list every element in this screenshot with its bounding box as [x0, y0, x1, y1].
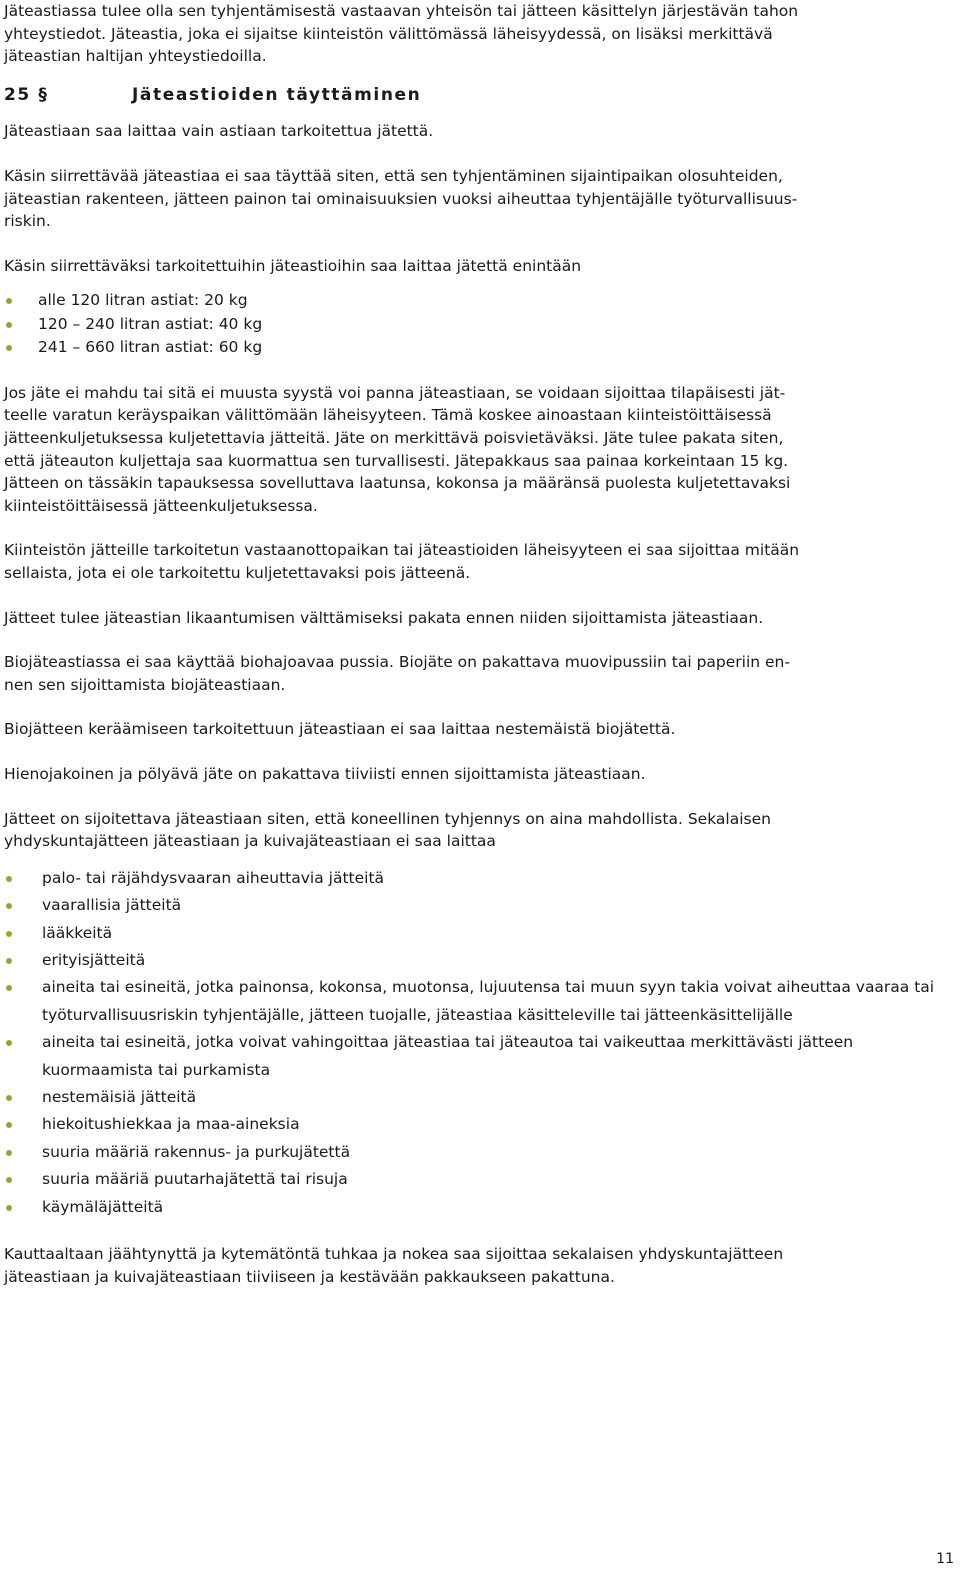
list-item-text: suuria määriä puutarhajätettä tai risuja: [42, 1170, 348, 1189]
bullet-icon: [6, 958, 12, 964]
text-line: Biojäteastiassa ei saa käyttää biohajoavaa pussia. Biojäte on pakattava muovipussiin tai paperiin en-: [4, 653, 790, 672]
bullet-icon: [6, 1040, 12, 1046]
paragraph-biowaste-liquid: Biojätteen keräämiseen tarkoitettuun jäteastiaan ei saa laittaa nestemäistä biojätettä.: [4, 720, 676, 739]
bullet-icon: [6, 1122, 12, 1128]
bullet-icon: [6, 876, 12, 882]
list-item-text: lääkkeitä: [42, 923, 113, 942]
list-item: [42, 1029, 956, 1084]
text-line: Kauttaaltaan jäähtynyttä ja kytemätöntä tuhkaa ja nokea saa sijoittaa sekalaisen yhdyskuntajätteen: [4, 1245, 784, 1264]
list-item-text: hiekoitushiekkaa ja maa-aineksia: [42, 1115, 300, 1134]
text-line: jäteastiaan ja kuivajäteastiaan tiiviiseen ja kestävään pakkaukseen pakattuna.: [4, 1267, 615, 1286]
list-item: [42, 1084, 956, 1111]
bullet-icon: [6, 322, 12, 328]
document-page: [4, 0, 956, 1288]
weight-limits-list: [4, 289, 956, 360]
section-number: 25 §: [4, 84, 49, 105]
bullet-icon: [6, 1095, 12, 1101]
text-line: että jäteauton kuljettaja saa kuormattua sen turvallisesti. Jätepakkaus saa painaa korkeintaan 15 kg.: [4, 451, 789, 470]
text-line: nen sen sijoittamista biojäteastiaan.: [4, 675, 286, 694]
list-item: [42, 974, 956, 1029]
list-item-text: 241 – 660 litran astiat: 60 kg: [38, 338, 263, 357]
list-item: [42, 1194, 956, 1221]
paragraph-biowaste-bags: [4, 651, 956, 696]
list-item: [38, 313, 956, 337]
bullet-icon: [6, 985, 12, 991]
list-item-text: suuria määriä rakennus- ja purkujätettä: [42, 1142, 351, 1161]
text-line: teelle varatun keräyspaikan välittömään läheisyyteen. Tämä koskee ainoastaan kiinteistöittäisessä: [4, 406, 772, 425]
text-line: Kiinteistön jätteille tarkoitetun vastaanottopaikan tai jäteastioiden läheisyyteen ei saa sijoittaa mitään: [4, 541, 800, 560]
paragraph-fine-dust: Hienojakoinen ja pölyävä jäte on pakattava tiiviisti ennen sijoittamista jäteastiaan.: [4, 764, 646, 783]
text-line: riskin.: [4, 212, 51, 231]
paragraph-overflow-waste: [4, 382, 956, 518]
text-line: Käsin siirrettävää jäteastiaa ei saa täyttää siten, että sen tyhjentäminen sijaintipaikan olosuhteiden,: [4, 166, 783, 185]
page-number: 11: [936, 1551, 954, 1567]
list-item: [42, 865, 956, 892]
intro-line-2: yhteystiedot. Jäteastia, joka ei sijaitse kiinteistön välittömässä läheisyydessä, on lisäksi merkittävä: [4, 24, 773, 43]
list-item: [42, 892, 956, 919]
list-item-text: vaarallisia jätteitä: [42, 896, 182, 915]
bullet-icon: [6, 931, 12, 937]
list-item-text: palo- tai räjähdysvaaran aiheuttavia jätteitä: [42, 868, 385, 887]
list-item: [38, 289, 956, 313]
text-line: kiinteistöittäisessä jätteenkuljetuksessa.: [4, 496, 318, 515]
text-line: Jätteen on tässäkin tapauksessa sovelluttava laatunsa, kokonsa ja määränsä puolesta kuljetettavaksi: [4, 474, 791, 493]
list-item: [42, 1166, 956, 1193]
section-title: Jäteastioiden täyttäminen: [132, 84, 422, 105]
list-item-text: käymäläjätteitä: [42, 1197, 164, 1216]
text-line: jätteenkuljetuksessa kuljetettavia jätteitä. Jäte on merkittävä poisvietäväksi. Jäte tulee pakata siten,: [4, 429, 784, 448]
text-line: Jätteet on sijoitettava jäteastiaan siten, että koneellinen tyhjennys on aina mahdollista. Sekalaisen: [4, 809, 771, 828]
list-item-text: alle 120 litran astiat: 20 kg: [38, 291, 248, 310]
section-heading: [4, 84, 956, 107]
bullet-icon: [6, 298, 12, 304]
list-item-text: nestemäisiä jätteitä: [42, 1088, 197, 1106]
text-line: sellaista, jota ei ole tarkoitettu kuljetettavaksi pois jätteenä.: [4, 564, 471, 582]
list-item: [42, 1139, 956, 1166]
list-item: [42, 947, 956, 974]
bullet-icon: [6, 1205, 12, 1211]
paragraph-prohibited-intro: [4, 808, 956, 853]
paragraph-allowed-waste: Jäteastiaan saa laittaa vain astiaan tarkoitettua jätettä.: [4, 122, 434, 141]
paragraph-ash: [4, 1243, 956, 1288]
intro-line-3: jäteastian haltijan yhteystiedoilla.: [4, 47, 267, 66]
paragraph-packing: Jätteet tulee jäteastian likaantumisen välttämiseksi pakata ennen niiden sijoittamista jäteastiaan.: [4, 608, 764, 627]
list-item: [38, 336, 956, 360]
list-item-text: aineita tai esineitä, jotka voivat vahingoittaa jäteastiaa tai jäteautoa tai vaikeuttaa merkittävästi jätteen kuormaamista tai purkamista: [42, 1033, 854, 1079]
text-line: jäteastian rakenteen, jätteen painon tai ominaisuuksien vuoksi aiheuttaa tyhjentäjälle työturvallisuus-: [4, 189, 798, 208]
bullet-icon: [6, 903, 12, 909]
paragraph-manual-container: [4, 165, 956, 233]
prohibited-waste-list: [4, 865, 956, 1221]
bullet-icon: [6, 1150, 12, 1156]
list-item: [42, 920, 956, 947]
intro-paragraph: [4, 0, 956, 68]
paragraph-collection-point: [4, 539, 956, 584]
list-item-text: 120 – 240 litran astiat: 40 kg: [38, 314, 263, 333]
list-item-text: erityisjätteitä: [42, 950, 146, 969]
list-item: [42, 1111, 956, 1138]
text-line: yhdyskuntajätteen jäteastiaan ja kuivajäteastiaan ei saa laittaa: [4, 832, 496, 851]
intro-line-1: Jäteastiassa tulee olla sen tyhjentämisestä vastaavan yhteisön tai jätteen käsittelyn järjestävän tahon: [4, 2, 799, 20]
bullet-icon: [6, 345, 12, 351]
list-item-text: aineita tai esineitä, jotka painonsa, kokonsa, muotonsa, lujuutensa tai muun syyn takia voivat aiheuttaa vaaraa tai työturvallisuusriskin tyhjentäjälle, jätteen tuojalle, jäteastiaa käsitteleville tai jätteenkäsittelijälle: [42, 978, 935, 1024]
paragraph-weight-limits-intro: Käsin siirrettäväksi tarkoitettuihin jäteastioihin saa laittaa jätettä enintään: [4, 256, 582, 275]
bullet-icon: [6, 1177, 12, 1183]
text-line: Jos jäte ei mahdu tai sitä ei muusta syystä voi panna jäteastiaan, se voidaan sijoittaa tilapäisesti jät-: [4, 383, 786, 402]
